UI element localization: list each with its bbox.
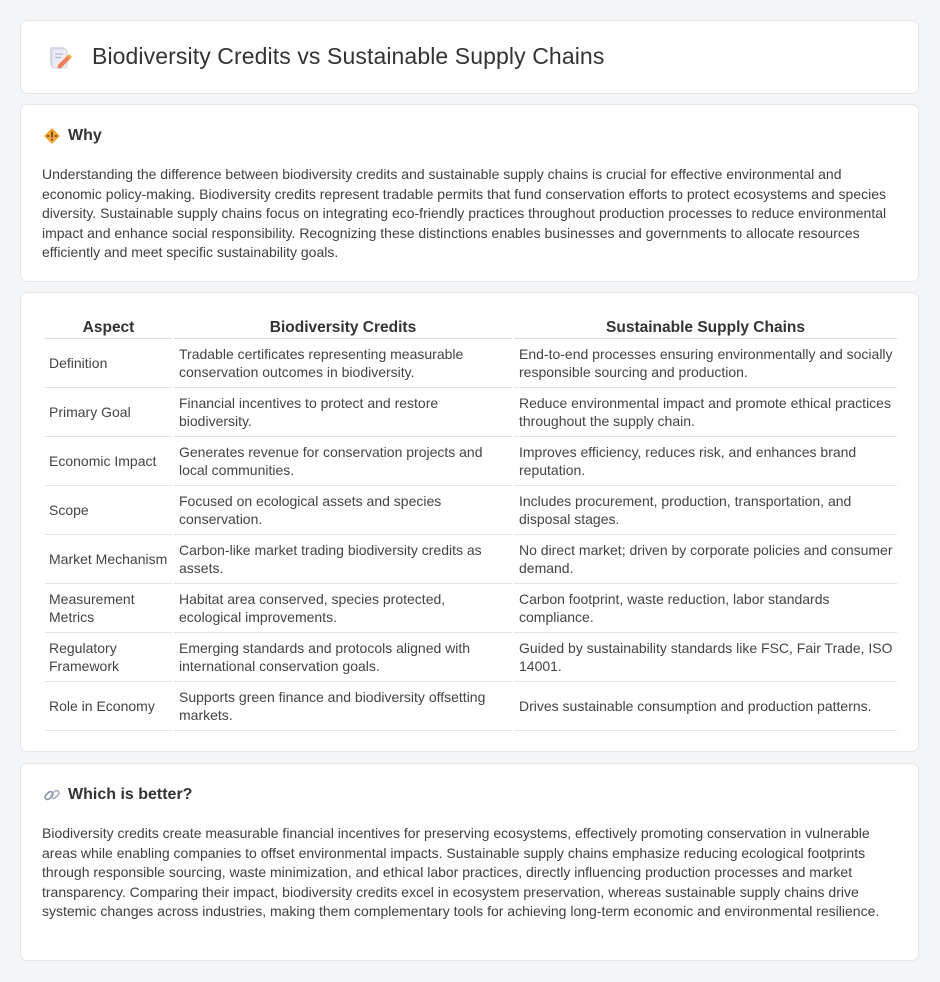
- aspect-cell: Role in Economy: [45, 682, 172, 731]
- supply-chain-cell: Carbon footprint, waste reduction, labor standards compliance.: [514, 584, 897, 633]
- column-header-aspect: Aspect: [45, 317, 172, 339]
- table-row: [45, 535, 897, 584]
- table-row: [45, 584, 897, 633]
- column-header-biodiversity-credits: Biodiversity Credits: [174, 317, 512, 339]
- biodiversity-cell: Carbon-like market trading biodiversity credits as assets.: [174, 535, 512, 584]
- biodiversity-cell: Tradable certificates representing measurable conservation outcomes in biodiversity.: [174, 339, 512, 388]
- table-row: [45, 486, 897, 535]
- diamond-warning-icon: [43, 127, 61, 145]
- comparison-table: [43, 317, 899, 731]
- table-row: [45, 437, 897, 486]
- link-icon: [43, 786, 61, 804]
- biodiversity-cell: Generates revenue for conservation projects and local communities.: [174, 437, 512, 486]
- aspect-cell: Measurement Metrics: [45, 584, 172, 633]
- aspect-cell: Market Mechanism: [45, 535, 172, 584]
- supply-chain-cell: End-to-end processes ensuring environmentally and socially responsible sourcing and production.: [514, 339, 897, 388]
- table-row: [45, 633, 897, 682]
- better-heading-row: [43, 786, 192, 804]
- column-header-sustainable-supply-chains: Sustainable Supply Chains: [514, 317, 897, 339]
- table-row: [45, 682, 897, 731]
- aspect-cell: Definition: [45, 339, 172, 388]
- why-heading-row: [43, 127, 102, 145]
- why-card: [20, 104, 919, 282]
- aspect-cell: Scope: [45, 486, 172, 535]
- supply-chain-cell: Guided by sustainability standards like FSC, Fair Trade, ISO 14001.: [514, 633, 897, 682]
- which-is-better-card: [20, 763, 919, 961]
- why-text: Understanding the difference between biodiversity credits and sustainable supply chains is crucial for effective environmental and economic policy-making. Biodiversity credits represent tradable permits that fund conservation efforts to protect ecosystems and species diversity. Sustainable supply chains focus on integrating eco-friendly practices throughout production processes to reduce environmental impact and enhance social responsibility. Recognizing these distinctions enables businesses and governments to allocate resources efficiently and meet specific sustainability goals.: [42, 166, 887, 261]
- better-text: Biodiversity credits create measurable financial incentives for preserving ecosystems, effectively promoting conservation in vulnerable areas while enabling companies to offset environmental impacts. Sustainable supply chains emphasize reducing ecological footprints through responsible sourcing, waste minimization, and ethical labor practices, directly influencing production processes and market transparency. Comparing their impact, biodiversity credits excel in ecosystem preservation, whereas sustainable supply chains drive systemic changes across industries, making them complementary tools for achieving long-term economic and environmental resilience.: [42, 825, 880, 920]
- aspect-cell: Economic Impact: [45, 437, 172, 486]
- comparison-table-card: [20, 292, 919, 752]
- document-edit-icon: [47, 44, 73, 70]
- title-row: [47, 43, 604, 70]
- biodiversity-cell: Focused on ecological assets and species conservation.: [174, 486, 512, 535]
- better-heading: Which is better?: [68, 786, 193, 803]
- page-title: Biodiversity Credits vs Sustainable Supply Chains: [92, 43, 605, 69]
- biodiversity-cell: Habitat area conserved, species protected, ecological improvements.: [174, 584, 512, 633]
- supply-chain-cell: Drives sustainable consumption and production patterns.: [514, 682, 897, 731]
- header-card: [20, 20, 919, 94]
- table-row: [45, 339, 897, 388]
- biodiversity-cell: Emerging standards and protocols aligned with international conservation goals.: [174, 633, 512, 682]
- biodiversity-cell: Financial incentives to protect and restore biodiversity.: [174, 388, 512, 437]
- why-heading: Why: [68, 127, 102, 144]
- table-row: [45, 388, 897, 437]
- aspect-cell: Regulatory Framework: [45, 633, 172, 682]
- supply-chain-cell: Includes procurement, production, transportation, and disposal stages.: [514, 486, 897, 535]
- supply-chain-cell: No direct market; driven by corporate policies and consumer demand.: [514, 535, 897, 584]
- supply-chain-cell: Reduce environmental impact and promote ethical practices throughout the supply chain.: [514, 388, 897, 437]
- biodiversity-cell: Supports green finance and biodiversity offsetting markets.: [174, 682, 512, 731]
- supply-chain-cell: Improves efficiency, reduces risk, and enhances brand reputation.: [514, 437, 897, 486]
- aspect-cell: Primary Goal: [45, 388, 172, 437]
- table-header-row: [45, 317, 897, 339]
